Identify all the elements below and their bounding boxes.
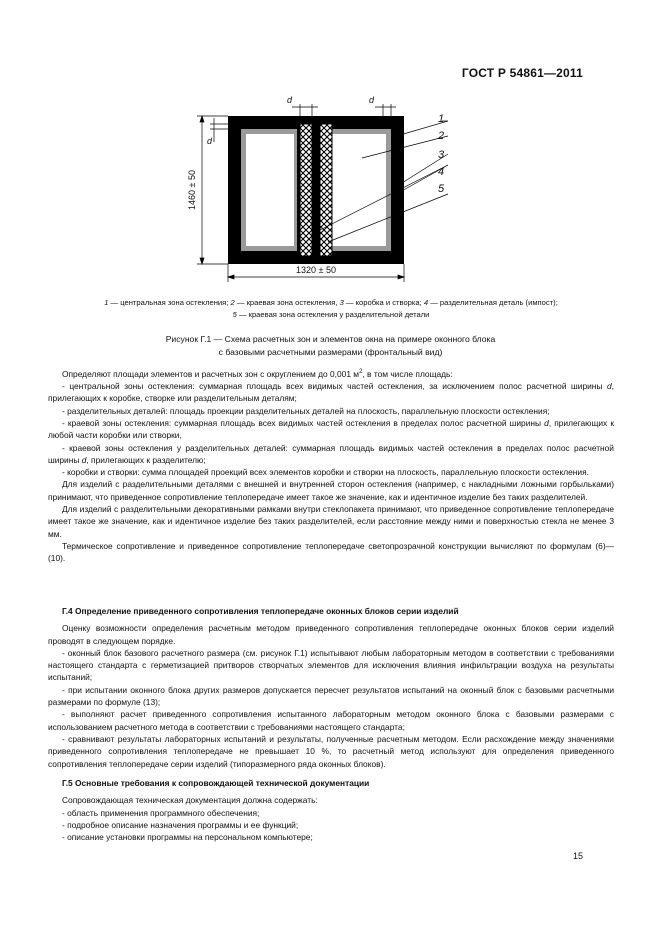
section-g4 xyxy=(48,605,614,770)
callout-1: 1 xyxy=(438,113,445,125)
paragraph: - описание установки программы на персональном компьютере; xyxy=(62,832,313,843)
top-d-label-2: d xyxy=(369,95,375,105)
height-dimension-label: 1460 ± 50 xyxy=(187,170,197,210)
paragraph: - оконный блок базового расчетного размера (см. рисунок Г.1) испытывают любым лабораторным методом в соответствии с требованиями настоящего стандарта с герметизацией притворов створчатых элементов для исключения влияния инфильтрации воздуха на результаты испытаний; xyxy=(48,647,614,683)
figure-legend xyxy=(48,297,614,321)
paragraph: - краевой зоны остекления: суммарная площадь всех видимых частей остекления в пределах полос расчетной ширины d, прилегающих к любой части коробки или створки, xyxy=(48,417,614,441)
paragraph: - краевой зоны остекления у разделительных деталей: суммарная площадь видимых частей остекления в пределах полос расчетной ширины d, прилегающих к разделителю; xyxy=(48,442,614,465)
callout-5: 5 xyxy=(438,183,445,195)
legend-text-1: — центральная зона остекления; xyxy=(110,298,231,307)
paragraph: - сравнивают результаты лабораторных испытаний и результаты, полученные расчетным методом. Если расхождение между значениями приведенного сопротивления теплопередаче не превышает 10 %, то расчетный метод используют для определения приведенного сопротивления теплопередаче серии изделий (типоразмерного ряда оконных блоков). xyxy=(48,733,614,769)
paragraph: - выполняют расчет приведенного сопротивления испытанного лабораторным методом оконного блока с базовыми размерами с использованием расчетного метода в соответствии с требованиями настоящего стандарта; xyxy=(48,709,614,732)
legend-text-4: — разделительная деталь (импост); xyxy=(430,298,558,307)
mullion-left-strip xyxy=(300,124,312,256)
page-number: 15 xyxy=(572,851,583,861)
paragraph: Оценку возможности определения расчетным методом приведенного сопротивления теплопередаче оконных блоков серии изделий проводят в следующем порядке. xyxy=(48,623,614,646)
section-g5 xyxy=(48,777,614,843)
legend-number-2: 2 xyxy=(230,298,235,307)
paragraph: - подробное описание назначения программы и ее функций; xyxy=(62,819,299,830)
paragraph: - центральной зоны остекления: суммарная площадь всех видимых частей остекления, за исключением полос расчетной ширины d, прилегающих к коробке, створке или разделительным деталям; xyxy=(48,381,614,404)
height-dimension xyxy=(197,116,228,264)
caption-line-2: с базовыми расчетными размерами (фронтальный вид) xyxy=(218,347,443,357)
top-d-label-1: d xyxy=(287,95,293,105)
left-central-glazing xyxy=(246,134,294,246)
legend-text-3: — коробка и створка; xyxy=(345,298,424,307)
mullion-core xyxy=(312,124,320,256)
callout-3: 3 xyxy=(438,149,445,161)
legend-number-3: 3 xyxy=(339,298,344,307)
width-dimension-label: 1320 ± 50 xyxy=(296,265,336,275)
section-heading: Г.5 Основные требования к сопровождающей технической документации xyxy=(62,778,370,788)
section-heading: Г.4 Определение приведенного сопротивления теплопередаче оконных блоков серии изделий xyxy=(62,606,459,616)
paragraph: - коробки и створки: сумма площадей проекций всех элементов коробки и створки на плоскость, параллельную плоскости остекления. xyxy=(62,467,589,478)
mullion-right-strip xyxy=(320,124,332,256)
paragraph: Сопровождающая техническая документация должна содержать: xyxy=(62,795,318,806)
legend-number-5: 5 xyxy=(232,310,237,319)
legend-text-5: — краевая зона остекления у разделительной детали xyxy=(238,310,430,319)
callout-2: 2 xyxy=(438,130,445,142)
legend-text-2: — краевая зона остекления, xyxy=(236,298,340,307)
paragraph: - разделительных деталей: площадь проекции разделительных деталей на плоскость, параллельную плоскости остекления; xyxy=(62,405,550,416)
paragraph: Определяют площади элементов и расчетных зон с округлением до 0,001 $м^2$, в том числе площадь: xyxy=(62,368,453,379)
paragraph: Для изделий с разделительными декоративными рамками внутри стеклопакета принимают, что приведенное сопротивление теплопередаче имеет такое же значение, как и идентичное изделие без таких разделителей, если расстояние между ними и поверхностью стекла не менее 3 мм. xyxy=(48,504,614,539)
right-central-glazing xyxy=(332,134,386,246)
left-d-label: d xyxy=(207,136,213,146)
legend-number-1: 1 xyxy=(104,298,109,307)
figure-caption xyxy=(60,333,601,359)
paragraph: - при испытании оконного блока других размеров допускается пересчет результатов испытаний на оконный блок с базовыми расчетными размерами по формуле (13); xyxy=(48,684,614,708)
paragraph: Термическое сопротивление и приведенное сопротивление теплопередаче светопрозрачной конструкции вычисляют по формулам (6)—(10). xyxy=(48,540,614,564)
legend-number-4: 4 xyxy=(423,298,429,307)
paragraph: - область применения программного обеспечения; xyxy=(62,807,260,818)
body-block-1 xyxy=(48,366,614,565)
caption-line-1: Рисунок Г.1 — Схема расчетных зон и элементов окна на примере оконного блока xyxy=(165,334,496,344)
paragraph: Для изделий с разделительными деталями с внешней и внутренней сторон остекления (например, с накладными ложными горбыльками) принимают, что приведенное сопротивление теплопередаче имеет такое же значение, как и идентичное изделие без таких разделителей. xyxy=(48,479,614,502)
document-header: ГОСТ Р 54861—2011 xyxy=(461,66,583,80)
window-diagram xyxy=(180,92,480,292)
callout-4: 4 xyxy=(438,166,445,178)
